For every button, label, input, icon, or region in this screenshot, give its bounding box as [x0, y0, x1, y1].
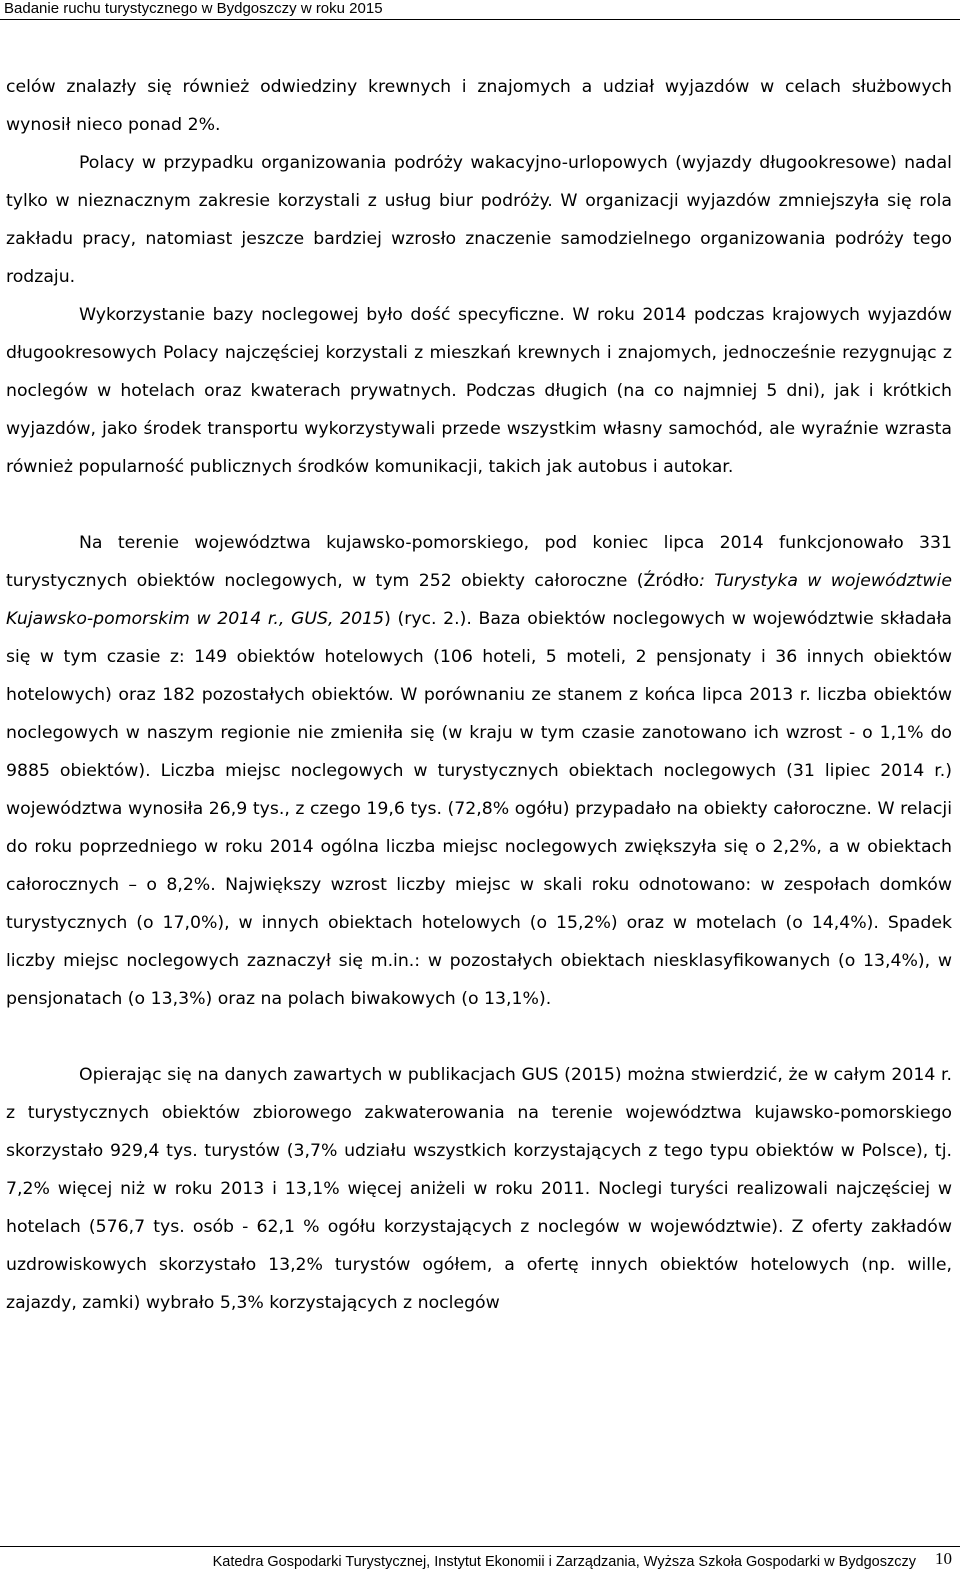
paragraph-gap	[6, 1018, 952, 1056]
page-number: 10	[935, 1549, 952, 1568]
paragraph-4	[6, 524, 952, 1018]
paragraph-gap	[6, 486, 952, 524]
page-footer	[0, 1546, 960, 1576]
paragraph-5: Opierając się na danych zawartych w publikacjach GUS (2015) można stwierdzić, że w całym 2014 r. z turystycznych obiektów zbiorowego zakwaterowania na terenie województwa kujawsko-pomorskiego skorzystało 929,4 tys. turystów (3,7% udziału wszystkich korzystających z tego typu obiektów w Polsce), tj. 7,2% więcej niż w roku 2013 i 13,1% więcej aniżeli w roku 2011. Noclegi turyści realizowali najczęściej w hotelach (576,7 tys. osób - 62,1 % ogółu korzystających z noclegów w województwie). Z oferty zakładów uzdrowiskowych skorzystało 13,2% turystów ogółem, a ofertę innych obiektów hotelowych (np. wille, zajazdy, zamki) wybrało 5,3% korzystających z noclegów	[6, 1065, 952, 1313]
paragraph-2: Polacy w przypadku organizowania podróży wakacyjno-urlopowych (wyjazdy długookresowe) nadal tylko w nieznacznym zakresie korzystali z usług biur podróży. W organizacji wyjazdów zmniejszyła się rola zakładu pracy, natomiast jeszcze bardziej wzrosło znaczenie samodzielnego organizowania podróży tego rodzaju.	[6, 153, 952, 287]
paragraph-3: Wykorzystanie bazy noclegowej było dość specyficzne. W roku 2014 podczas krajowych wyjazdów długookresowych Polacy najczęściej korzystali z mieszkań krewnych i znajomych, jednocześnie rezygnując z noclegów w hotelach oraz kwaterach prywatnych. Podczas długich (na co najmniej 5 dni), jak i krótkich wyjazdów, jako środek transportu wykorzystywali przede wszystkim własny samochód, ale wyraźnie wzrasta również popularność publicznych środków komunikacji, takich jak autobus i autokar.	[6, 305, 952, 477]
paragraph-1: celów znalazły się również odwiedziny krewnych i znajomych a udział wyjazdów w celach służbowych wynosił nieco ponad 2%.	[6, 77, 952, 135]
paragraph-4-part-1: Na terenie województwa kujawsko-pomorskiego, pod koniec lipca 2014 funkcjonowało 331 turystycznych obiektów noclegowych, w tym 252 obiekty całoroczne (Źródło	[6, 533, 952, 591]
paragraph-4-part-2: ) (ryc. 2.). Baza obiektów noclegowych w województwie składała się w tym czasie z: 149 obiektów hotelowych (106 hoteli, 5 moteli, 2 pensjonaty i 36 innych obiektów hotelowych) oraz 182 pozostałych obiektów. W porównaniu ze stanem z końca lipca 2013 r. liczba obiektów noclegowych w naszym regionie nie zmieniła się (w kraju w tym czasie zanotowano ich wzrost - o 1,1% do 9885 obiektów). Liczba miejsc noclegowych w turystycznych obiektach noclegowych (31 lipiec 2014 r.) województwa wynosiła 26,9 tys., z czego 19,6 tys. (72,8% ogółu) przypadało na obiekty całoroczne. W relacji do roku poprzedniego w roku 2014 ogólna liczba miejsc noclegowych zwiększyła się o 2,2%, a w obiektach całorocznych – o 8,2%. Największy wzrost liczby miejsc w skali roku odnotowano: w zespołach domków turystycznych (o 17,0%), w innych obiektach hotelowych (o 15,2%) oraz w motelach (o 14,4%). Spadek liczby miejsc noclegowych zaznaczył się m.in.: w pozostałych obiektach niesklasyfikowanych (o 13,4%), w pensjonatach (o 13,3%) oraz na polach biwakowych (o 13,1%).	[6, 609, 952, 1009]
paragraph-4-source-citation: : Turystyka w województwie Kujawsko-pomorskim w 2014 r., GUS, 2015	[6, 571, 952, 629]
footer-text: Katedra Gospodarki Turystycznej, Instytut Ekonomii i Zarządzania, Wyższa Szkoła Gospodarki w Bydgoszczy	[212, 1554, 916, 1570]
page-header	[0, 0, 960, 20]
document-body	[6, 68, 952, 1322]
header-title: Badanie ruchu turystycznego w Bydgoszczy w roku 2015	[4, 0, 383, 17]
